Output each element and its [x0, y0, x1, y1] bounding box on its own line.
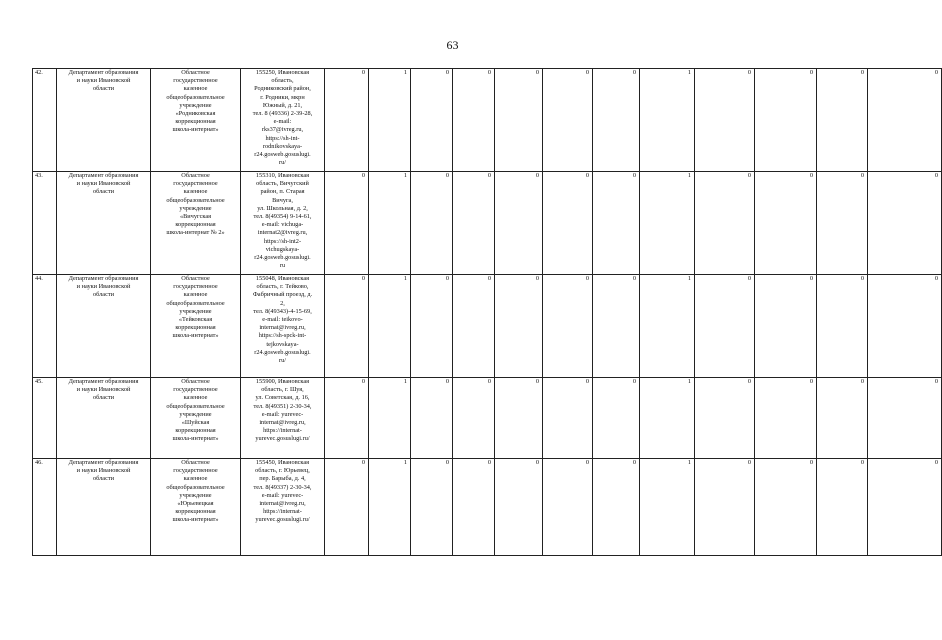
value-cell: 0 — [593, 275, 640, 378]
value-cell: 1 — [640, 69, 695, 172]
institution-cell — [151, 378, 241, 459]
founder-line: и науки Ивановской — [76, 180, 131, 188]
institution-line: государственное — [173, 386, 218, 394]
institution-line: «Тейковская — [178, 316, 213, 324]
address-line: yurevec.gosuslugi.ru/ — [255, 516, 310, 524]
value-cell: 0 — [817, 172, 868, 275]
address-line: tejkovskaya- — [266, 340, 299, 348]
institutions-table — [32, 68, 942, 556]
address-line: https://sh-spck-int- — [258, 332, 307, 340]
institution-line: коррекционная — [175, 324, 216, 332]
institution-line: общеобразовательное — [166, 483, 225, 491]
institution-line: школа-интернат» — [172, 332, 219, 340]
row-number-cell: 44. — [33, 275, 57, 378]
institution-line: коррекционная — [175, 221, 216, 229]
address-line: https://sh-int- — [265, 134, 300, 142]
institution-line: школа-интернат» — [172, 435, 219, 443]
value-cell: 0 — [868, 459, 942, 556]
institution-cell — [151, 69, 241, 172]
institution-line: Областное — [181, 172, 210, 179]
founder-cell — [57, 69, 151, 172]
institution-line: «Вичугская — [179, 213, 212, 221]
address-line: тел. 8 (49336) 2-39-28, — [252, 110, 313, 118]
institution-line: школа-интернат № 2» — [166, 229, 225, 237]
address-line: г. Родники, мкрн — [260, 93, 305, 101]
value-cell: 0 — [325, 275, 369, 378]
page-number: 63 — [446, 38, 459, 52]
value-cell: 0 — [695, 172, 755, 275]
institution-line: казенное — [183, 475, 208, 483]
value-cell: 0 — [755, 459, 817, 556]
value-cell: 0 — [453, 459, 495, 556]
institution-line: государственное — [173, 180, 218, 188]
address-line: 155450, Ивановская — [255, 459, 310, 466]
institution-cell — [151, 459, 241, 556]
value-cell: 0 — [495, 69, 543, 172]
institution-line: коррекционная — [175, 118, 216, 126]
value-cell: 0 — [868, 275, 942, 378]
founder-cell — [57, 172, 151, 275]
founder-cell — [57, 275, 151, 378]
value-cell: 0 — [453, 172, 495, 275]
address-line: тел. 8(49343)-4-15-69, — [253, 307, 312, 315]
institution-line: казенное — [183, 394, 208, 402]
institution-line: общеобразовательное — [166, 196, 225, 204]
address-line: vichugskaya- — [265, 245, 300, 253]
value-cell: 0 — [817, 275, 868, 378]
institution-line: коррекционная — [175, 508, 216, 516]
address-line: 155900, Ивановская — [255, 378, 310, 385]
institution-line: Областное — [181, 69, 210, 76]
address-line: 155250, Ивановская — [255, 69, 310, 76]
founder-line: и науки Ивановской — [76, 77, 131, 85]
institution-line: «Родниковская — [175, 110, 216, 118]
institution-line: общеобразовательное — [166, 402, 225, 410]
address-line: r24.gosweb.gosuslugi. — [254, 348, 311, 356]
address-cell — [241, 275, 325, 378]
value-cell: 0 — [755, 172, 817, 275]
value-cell: 0 — [868, 69, 942, 172]
founder-line: Департамент образования — [68, 378, 139, 385]
address-line: https://sh-int2- — [263, 237, 302, 245]
value-cell: 1 — [369, 172, 411, 275]
value-cell: 0 — [817, 69, 868, 172]
institution-line: школа-интернат» — [172, 126, 219, 134]
address-line: rks37@ivreg.ru, — [261, 126, 304, 134]
address-line: yurevec.gosuslugi.ru/ — [255, 435, 310, 443]
address-line: пер. Барыба, д. 4, — [259, 475, 306, 483]
institution-line: общеобразовательное — [166, 93, 225, 101]
founder-line: области — [92, 85, 115, 93]
value-cell: 0 — [817, 378, 868, 459]
address-line: ru — [279, 262, 286, 270]
address-line: r24.gosweb.gosuslugi. — [254, 254, 311, 262]
value-cell: 0 — [868, 378, 942, 459]
institution-cell — [151, 172, 241, 275]
value-cell: 1 — [640, 378, 695, 459]
value-cell: 0 — [593, 69, 640, 172]
row-number-cell: 42. — [33, 69, 57, 172]
value-cell: 0 — [695, 275, 755, 378]
founder-line: области — [92, 188, 115, 196]
founder-line: области — [92, 475, 115, 483]
value-cell: 1 — [369, 69, 411, 172]
institution-line: казенное — [183, 188, 208, 196]
value-cell: 0 — [495, 459, 543, 556]
address-line: тел. 8(49351) 2-30-34, — [253, 402, 312, 410]
value-cell: 0 — [411, 378, 453, 459]
value-cell: 0 — [817, 459, 868, 556]
institution-line: учреждение — [179, 307, 212, 315]
institution-line: «Шуйская — [181, 419, 210, 427]
address-line: e-mail: yurevec- — [261, 491, 304, 499]
institution-line: казенное — [183, 85, 208, 93]
address-line: Вичуга, — [272, 196, 293, 204]
value-cell: 0 — [495, 378, 543, 459]
row-number-cell: 45. — [33, 378, 57, 459]
address-line: 155310, Ивановская — [255, 172, 310, 179]
table-row — [33, 275, 942, 378]
founder-line: Департамент образования — [68, 275, 139, 282]
value-cell: 0 — [543, 172, 593, 275]
address-line: ru/ — [279, 357, 286, 365]
address-line: rodnikovskaya- — [262, 142, 303, 150]
value-cell: 0 — [453, 378, 495, 459]
address-line: internat@ivreg.ru, — [259, 500, 306, 508]
value-cell: 0 — [695, 69, 755, 172]
institution-line: государственное — [173, 77, 218, 85]
institution-line: учреждение — [179, 410, 212, 418]
value-cell: 0 — [325, 378, 369, 459]
institution-line: учреждение — [179, 491, 212, 499]
value-cell: 0 — [593, 172, 640, 275]
address-line: область, г. Юрьевец, — [255, 467, 310, 475]
value-cell: 0 — [411, 172, 453, 275]
value-cell: 1 — [369, 275, 411, 378]
address-line: internat2@ivreg.ru, — [257, 229, 308, 237]
address-cell — [241, 172, 325, 275]
value-cell: 0 — [411, 275, 453, 378]
address-line: область, г. Тейково, — [256, 283, 309, 291]
founder-line: и науки Ивановской — [76, 386, 131, 394]
value-cell: 0 — [543, 275, 593, 378]
address-line: 155048, Ивановская — [255, 275, 310, 282]
value-cell: 0 — [325, 459, 369, 556]
value-cell: 0 — [411, 459, 453, 556]
address-cell — [241, 378, 325, 459]
value-cell: 0 — [543, 459, 593, 556]
founder-cell — [57, 378, 151, 459]
value-cell: 1 — [640, 459, 695, 556]
institution-line: государственное — [173, 283, 218, 291]
value-cell: 0 — [868, 172, 942, 275]
table-row — [33, 69, 942, 172]
value-cell: 0 — [755, 378, 817, 459]
address-line: ru/ — [279, 159, 286, 167]
address-cell — [241, 69, 325, 172]
address-line: r24.gosweb.gosuslugi. — [254, 151, 311, 159]
value-cell: 1 — [640, 275, 695, 378]
address-line: Фабричный проезд, д. — [252, 291, 313, 299]
address-line: Южный, д. 21, — [262, 101, 303, 109]
address-line: ул. Советская, д. 16, — [255, 394, 310, 402]
row-number-cell: 43. — [33, 172, 57, 275]
institution-line: «Юрьевецкая — [177, 500, 214, 508]
address-line: 2, — [280, 299, 285, 307]
institution-line: учреждение — [179, 101, 212, 109]
value-cell: 0 — [593, 378, 640, 459]
address-line: область, — [271, 77, 294, 85]
value-cell: 0 — [695, 378, 755, 459]
address-line: область, Вичугский — [256, 180, 309, 188]
founder-line: и науки Ивановской — [76, 283, 131, 291]
founder-line: Департамент образования — [68, 172, 139, 179]
institution-line: Областное — [181, 378, 210, 385]
table-row — [33, 378, 942, 459]
row-number-cell: 46. — [33, 459, 57, 556]
address-line: ул. Школьная, д. 2, — [257, 204, 308, 212]
founder-line: Департамент образования — [68, 69, 139, 76]
address-line: область, г. Шуя, — [261, 386, 304, 394]
address-line: тел. 8(49354) 9-14-61, — [253, 213, 312, 221]
address-line: e-mail: vichuga- — [261, 221, 304, 229]
value-cell: 0 — [325, 172, 369, 275]
value-cell: 0 — [453, 275, 495, 378]
value-cell: 0 — [411, 69, 453, 172]
address-line: https://internat- — [263, 427, 302, 435]
institution-line: коррекционная — [175, 427, 216, 435]
address-line: e-mail: teikovo- — [262, 316, 303, 324]
founder-cell — [57, 459, 151, 556]
institution-line: школа-интернат» — [172, 516, 219, 524]
address-line: район, п. Старая — [260, 188, 305, 196]
address-line: Родниковский район, — [254, 85, 311, 93]
value-cell: 0 — [543, 69, 593, 172]
institution-line: государственное — [173, 467, 218, 475]
value-cell: 1 — [369, 378, 411, 459]
address-line: e-mail: — [273, 118, 292, 126]
founder-line: и науки Ивановской — [76, 467, 131, 475]
address-line: internat@ivreg.ru, — [259, 324, 306, 332]
value-cell: 0 — [543, 378, 593, 459]
institution-line: общеобразовательное — [166, 299, 225, 307]
value-cell: 0 — [755, 275, 817, 378]
institution-line: учреждение — [179, 204, 212, 212]
value-cell: 0 — [453, 69, 495, 172]
address-line: internat@ivreg.ru, — [259, 419, 306, 427]
table-row — [33, 459, 942, 556]
institution-cell — [151, 275, 241, 378]
founder-line: области — [92, 291, 115, 299]
address-line: e-mail: yurevec- — [261, 410, 304, 418]
institution-line: казенное — [183, 291, 208, 299]
value-cell: 0 — [593, 459, 640, 556]
founder-line: области — [92, 394, 115, 402]
table-row — [33, 172, 942, 275]
address-cell — [241, 459, 325, 556]
value-cell: 0 — [695, 459, 755, 556]
value-cell: 1 — [640, 172, 695, 275]
address-line: тел. 8(49337) 2-30-34, — [253, 483, 312, 491]
address-line: https://internat- — [263, 508, 302, 516]
value-cell: 1 — [369, 459, 411, 556]
value-cell: 0 — [495, 172, 543, 275]
institution-line: Областное — [181, 459, 210, 466]
value-cell: 0 — [495, 275, 543, 378]
value-cell: 0 — [325, 69, 369, 172]
value-cell: 0 — [755, 69, 817, 172]
table-body — [33, 69, 942, 556]
founder-line: Департамент образования — [68, 459, 139, 466]
institution-line: Областное — [181, 275, 210, 282]
